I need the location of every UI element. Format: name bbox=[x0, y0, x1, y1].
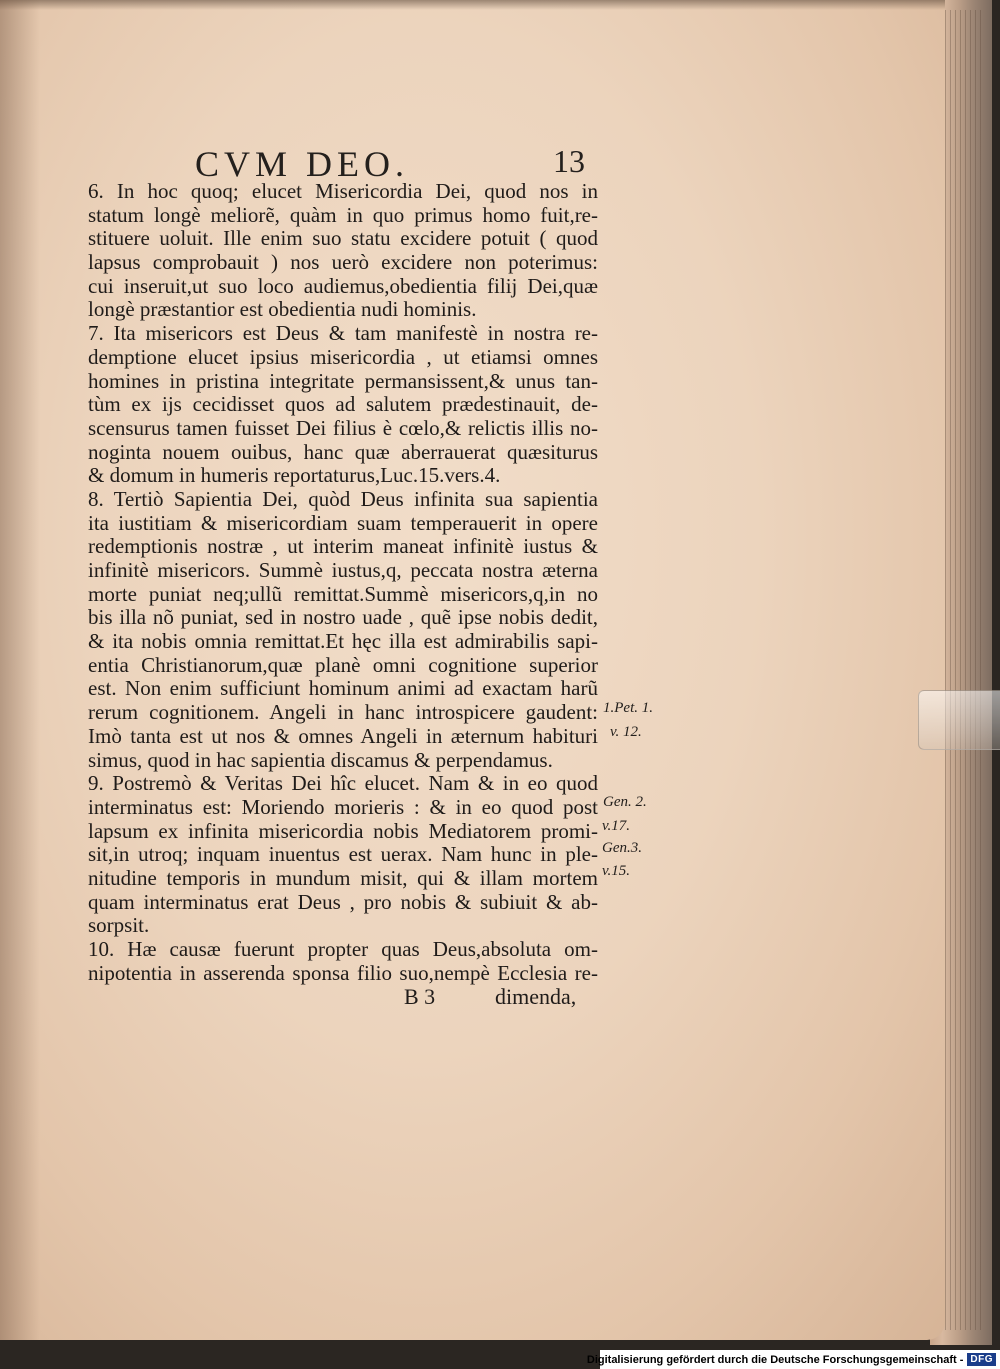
bookmark-strip bbox=[918, 690, 1000, 750]
text-line: redemptionis nostræ , ut interim maneat infinitè iustus & bbox=[88, 535, 598, 559]
running-head-title: CVM DEO. bbox=[195, 144, 410, 184]
text-line: cui inseruit,ut suo loco audiemus,obedientia filij Dei,quæ bbox=[88, 274, 598, 298]
text-line: rerum cognitionem. Angeli in hanc introspicere gaudent: bbox=[88, 701, 598, 725]
margin-note: v.17. bbox=[602, 818, 631, 834]
text-line: longè præstantior est obedientia nudi hominis. bbox=[88, 298, 477, 322]
text-line: sit,in utroq; inquam inuentus est uerax. Nam hunc in ple- bbox=[88, 843, 598, 867]
text-line: simus, quod in hac sapientia discamus & perpendamus. bbox=[88, 748, 553, 772]
margin-note: Gen.3. bbox=[602, 840, 642, 856]
text-line: sorpsit. bbox=[88, 914, 150, 938]
body-text bbox=[88, 180, 598, 985]
text-line: homines in pristina integritate permansissent,& unus tan- bbox=[88, 369, 598, 393]
text-line: entia Christianorum,quæ planè omni cognitione superior bbox=[88, 653, 598, 677]
text-line: interminatus est: Moriendo morieris : & in eo quod post bbox=[88, 795, 598, 819]
margin-note: 1.Pet. 1. bbox=[603, 700, 653, 716]
text-line: lapsus comprobauit ) nos uerò excidere non poterimus: bbox=[88, 251, 598, 275]
text-line: quam interminatus erat Deus , pro nobis & subiuit & ab- bbox=[88, 890, 598, 914]
catchword: dimenda, bbox=[495, 984, 577, 1009]
text-line: noginta nouem ouibus, hanc quæ aberrauerat quæsiturus bbox=[88, 440, 598, 464]
text-line: scensurus tamen fuisset Dei filius è cœlo,& relictis illis no- bbox=[88, 416, 598, 440]
margin-note: v. 12. bbox=[610, 724, 642, 740]
credit-text: Digitalisierung gefördert durch die Deutsche Forschungsgemeinschaft - bbox=[586, 1353, 964, 1366]
text-line: nitudine temporis in mundum misit, qui & illam mortem bbox=[88, 866, 598, 890]
text-line: bis illa nõ puniat, sed in nostro uade , quẽ ipse nobis dedit, bbox=[88, 606, 598, 630]
text-line: demptione elucet ipsius misericordia , ut etiamsi omnes bbox=[88, 345, 598, 369]
text-line: Imò tanta est ut nos & omnes Angeli in æternum habituri bbox=[88, 724, 598, 748]
text-line: 8. Tertiò Sapientia Dei, quòd Deus infinita sua sapientia bbox=[88, 487, 598, 511]
text-line: morte puniat neq;ullũ remittat.Summè misericors,q,in no bbox=[88, 582, 598, 606]
text-line: & ita nobis omnia remittat.Et hęc illa est admirabilis sapi- bbox=[88, 630, 598, 654]
dfg-logo: DFG bbox=[967, 1353, 996, 1366]
text-line: nipotentia in asserenda sponsa filio suo,nempè Ecclesia re- bbox=[88, 961, 598, 985]
text-line: 7. Ita misericors est Deus & tam manifestè in nostra re- bbox=[88, 322, 598, 346]
text-line: 9. Postremò & Veritas Dei hîc elucet. Nam & in eo quod bbox=[88, 772, 598, 796]
margin-note: Gen. 2. bbox=[603, 794, 647, 810]
text-line: est. Non enim sufficiunt hominum animi ad exactam harũ bbox=[88, 677, 598, 701]
text-line: statum longè meliorẽ, quàm in quo primus homo fuit,re- bbox=[88, 203, 598, 227]
text-line: ita iustitiam & misericordiam suam temperauerit in opere bbox=[88, 511, 598, 535]
margin-note: v.15. bbox=[602, 863, 631, 879]
printer-signature: B 3 bbox=[404, 984, 436, 1009]
text-line: infinitè misericors. Summè iustus,q, peccata nostra æterna bbox=[88, 559, 598, 582]
text-line: 10. Hæ causæ fuerunt propter quas Deus,absoluta om- bbox=[88, 938, 598, 961]
text-line: & domum in humeris reportaturus,Luc.15.vers.4. bbox=[88, 464, 501, 488]
page-top-shadow bbox=[0, 0, 945, 10]
gutter-shadow bbox=[0, 0, 40, 1340]
text-line: stituere uoluit. Ille enim suo statu excidere potuit ( quod bbox=[88, 227, 598, 251]
text-line: 6. In hoc quoq; elucet Misericordia Dei, quod nos in bbox=[88, 180, 598, 203]
page-number: 13 bbox=[553, 143, 585, 179]
text-line: tùm ex ijs cecidisset quos ad salutem prædestinauit, de- bbox=[88, 393, 598, 417]
text-line: lapsum ex infinita misericordia nobis Mediatorem promi- bbox=[88, 819, 598, 843]
digitization-credit-bar bbox=[586, 1350, 1000, 1369]
